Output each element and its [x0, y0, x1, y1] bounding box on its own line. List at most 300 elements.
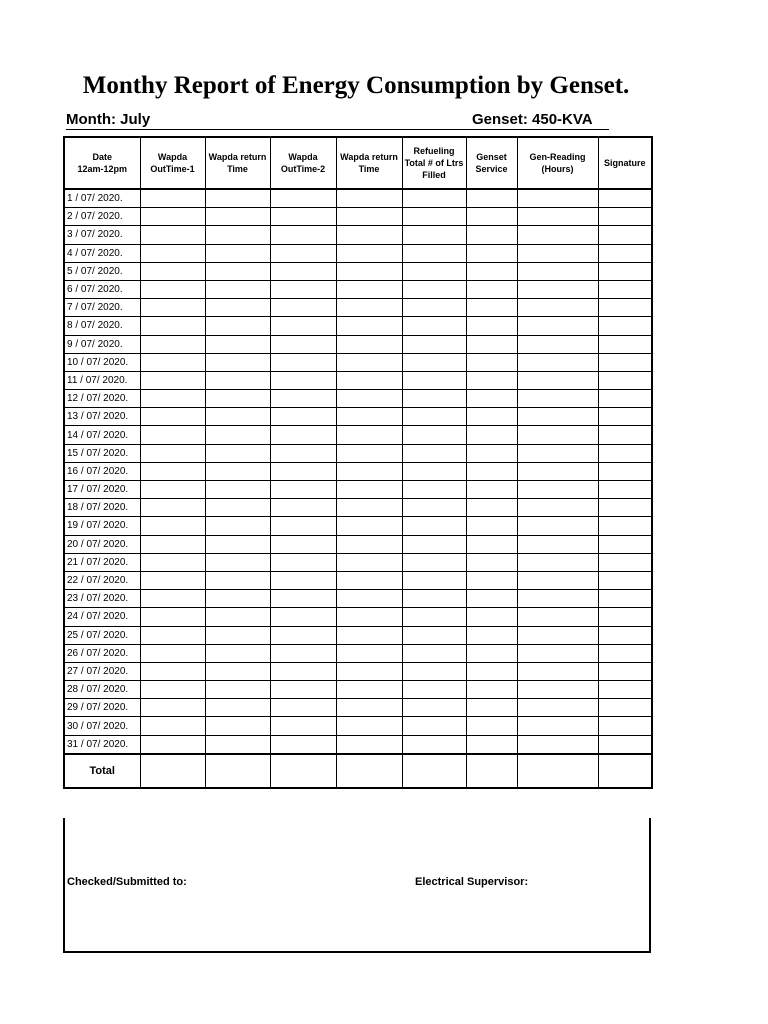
entry-cell[interactable]: [336, 553, 402, 571]
entry-cell[interactable]: [466, 390, 517, 408]
entry-cell[interactable]: [270, 699, 336, 717]
entry-cell[interactable]: [517, 553, 598, 571]
entry-cell[interactable]: [598, 262, 652, 280]
entry-cell[interactable]: [466, 462, 517, 480]
entry-cell[interactable]: [598, 208, 652, 226]
date-cell: 6 / 07/ 2020.: [64, 280, 140, 298]
entry-cell[interactable]: [140, 244, 205, 262]
entry-cell[interactable]: [336, 644, 402, 662]
entry-cell[interactable]: [517, 426, 598, 444]
entry-cell[interactable]: [336, 335, 402, 353]
entry-cell[interactable]: [517, 262, 598, 280]
entry-cell[interactable]: [517, 662, 598, 680]
total-cell[interactable]: [402, 754, 466, 788]
entry-cell[interactable]: [270, 517, 336, 535]
entry-cell[interactable]: [140, 735, 205, 754]
entry-cell[interactable]: [205, 571, 270, 589]
entry-cell[interactable]: [140, 335, 205, 353]
date-cell: 11 / 07/ 2020.: [64, 371, 140, 389]
entry-cell[interactable]: [402, 644, 466, 662]
entry-cell[interactable]: [205, 335, 270, 353]
entry-cell[interactable]: [598, 608, 652, 626]
col-header-wapda-outtime-1: Wapda OutTime-1: [140, 137, 205, 189]
entry-cell[interactable]: [517, 226, 598, 244]
entry-cell[interactable]: [517, 571, 598, 589]
entry-cell[interactable]: [140, 299, 205, 317]
entry-cell[interactable]: [205, 681, 270, 699]
entry-cell[interactable]: [140, 371, 205, 389]
entry-cell[interactable]: [140, 390, 205, 408]
entry-cell[interactable]: [517, 462, 598, 480]
entry-cell[interactable]: [598, 317, 652, 335]
entry-cell[interactable]: [598, 189, 652, 208]
entry-cell[interactable]: [517, 317, 598, 335]
entry-cell[interactable]: [466, 626, 517, 644]
entry-cell[interactable]: [466, 226, 517, 244]
total-cell[interactable]: [270, 754, 336, 788]
entry-cell[interactable]: [466, 299, 517, 317]
entry-cell[interactable]: [205, 462, 270, 480]
date-cell: 22 / 07/ 2020.: [64, 571, 140, 589]
genset-label: Genset: 450-KVA: [472, 111, 593, 128]
entry-cell[interactable]: [598, 735, 652, 754]
date-cell: 31 / 07/ 2020.: [64, 735, 140, 754]
entry-cell[interactable]: [466, 353, 517, 371]
entry-cell[interactable]: [466, 444, 517, 462]
entry-cell[interactable]: [205, 408, 270, 426]
date-cell: 1 / 07/ 2020.: [64, 189, 140, 208]
entry-cell[interactable]: [336, 699, 402, 717]
entry-cell[interactable]: [270, 280, 336, 298]
entry-cell[interactable]: [140, 408, 205, 426]
entry-cell[interactable]: [466, 244, 517, 262]
date-cell: 20 / 07/ 2020.: [64, 535, 140, 553]
date-cell: 17 / 07/ 2020.: [64, 481, 140, 499]
entry-cell[interactable]: [402, 462, 466, 480]
table-row: [64, 626, 652, 644]
entry-cell[interactable]: [140, 626, 205, 644]
entry-cell[interactable]: [466, 590, 517, 608]
entry-cell[interactable]: [517, 608, 598, 626]
table-row: [64, 299, 652, 317]
entry-cell[interactable]: [517, 517, 598, 535]
entry-cell[interactable]: [205, 481, 270, 499]
entry-cell[interactable]: [270, 481, 336, 499]
entry-cell[interactable]: [140, 280, 205, 298]
entry-cell[interactable]: [402, 571, 466, 589]
entry-cell[interactable]: [517, 244, 598, 262]
entry-cell[interactable]: [270, 717, 336, 735]
entry-cell[interactable]: [205, 626, 270, 644]
date-cell: 26 / 07/ 2020.: [64, 644, 140, 662]
entry-cell[interactable]: [140, 317, 205, 335]
entry-cell[interactable]: [270, 189, 336, 208]
entry-cell[interactable]: [336, 662, 402, 680]
entry-cell[interactable]: [402, 481, 466, 499]
entry-cell[interactable]: [336, 408, 402, 426]
entry-cell[interactable]: [466, 408, 517, 426]
entry-cell[interactable]: [140, 571, 205, 589]
entry-cell[interactable]: [205, 699, 270, 717]
entry-cell[interactable]: [598, 681, 652, 699]
entry-cell[interactable]: [598, 553, 652, 571]
entry-cell[interactable]: [205, 189, 270, 208]
entry-cell[interactable]: [205, 226, 270, 244]
entry-cell[interactable]: [336, 244, 402, 262]
entry-cell[interactable]: [140, 644, 205, 662]
entry-cell[interactable]: [205, 608, 270, 626]
entry-cell[interactable]: [140, 262, 205, 280]
entry-cell[interactable]: [140, 444, 205, 462]
entry-cell[interactable]: [517, 626, 598, 644]
entry-cell[interactable]: [336, 681, 402, 699]
entry-cell[interactable]: [402, 226, 466, 244]
entry-cell[interactable]: [140, 426, 205, 444]
entry-cell[interactable]: [140, 553, 205, 571]
entry-cell[interactable]: [336, 481, 402, 499]
month-label: Month: July: [66, 111, 151, 128]
entry-cell[interactable]: [336, 189, 402, 208]
entry-cell[interactable]: [598, 444, 652, 462]
entry-cell[interactable]: [598, 390, 652, 408]
entry-cell[interactable]: [140, 717, 205, 735]
entry-cell[interactable]: [270, 371, 336, 389]
entry-cell[interactable]: [205, 262, 270, 280]
entry-cell[interactable]: [466, 280, 517, 298]
table-row: [64, 535, 652, 553]
entry-cell[interactable]: [598, 699, 652, 717]
entry-cell[interactable]: [598, 226, 652, 244]
entry-cell[interactable]: [336, 462, 402, 480]
entry-cell[interactable]: [336, 226, 402, 244]
entry-cell[interactable]: [402, 335, 466, 353]
entry-cell[interactable]: [336, 499, 402, 517]
entry-cell[interactable]: [205, 371, 270, 389]
date-cell: 29 / 07/ 2020.: [64, 699, 140, 717]
entry-cell[interactable]: [402, 626, 466, 644]
entry-cell[interactable]: [402, 662, 466, 680]
entry-cell[interactable]: [598, 244, 652, 262]
entry-cell[interactable]: [517, 208, 598, 226]
col-header-date: Date 12am-12pm: [64, 137, 140, 189]
entry-cell[interactable]: [270, 335, 336, 353]
entry-cell[interactable]: [466, 371, 517, 389]
entry-cell[interactable]: [270, 408, 336, 426]
entry-cell[interactable]: [402, 353, 466, 371]
entry-cell[interactable]: [466, 426, 517, 444]
entry-cell[interactable]: [466, 571, 517, 589]
entry-cell[interactable]: [270, 681, 336, 699]
entry-cell[interactable]: [205, 517, 270, 535]
entry-cell[interactable]: [205, 426, 270, 444]
total-cell[interactable]: [598, 754, 652, 788]
entry-cell[interactable]: [336, 535, 402, 553]
entry-cell[interactable]: [598, 717, 652, 735]
entry-cell[interactable]: [270, 262, 336, 280]
total-cell[interactable]: [336, 754, 402, 788]
date-cell: 9 / 07/ 2020.: [64, 335, 140, 353]
entry-cell[interactable]: [466, 662, 517, 680]
entry-cell[interactable]: [336, 280, 402, 298]
entry-cell[interactable]: [402, 280, 466, 298]
entry-cell[interactable]: [402, 717, 466, 735]
total-cell[interactable]: [517, 754, 598, 788]
table-row: [64, 353, 652, 371]
entry-cell[interactable]: [402, 535, 466, 553]
date-cell: 25 / 07/ 2020.: [64, 626, 140, 644]
entry-cell[interactable]: [517, 353, 598, 371]
entry-cell[interactable]: [517, 590, 598, 608]
entry-cell[interactable]: [140, 662, 205, 680]
entry-cell[interactable]: [205, 590, 270, 608]
entry-cell[interactable]: [402, 426, 466, 444]
entry-cell[interactable]: [270, 208, 336, 226]
entry-cell[interactable]: [140, 499, 205, 517]
entry-cell[interactable]: [517, 717, 598, 735]
entry-cell[interactable]: [402, 517, 466, 535]
entry-cell[interactable]: [402, 317, 466, 335]
report-title: Monthy Report of Energy Consumption by Genset.: [82, 72, 630, 99]
table-row: [64, 662, 652, 680]
entry-cell[interactable]: [205, 717, 270, 735]
entry-cell[interactable]: [140, 226, 205, 244]
entry-cell[interactable]: [598, 517, 652, 535]
entry-cell[interactable]: [336, 208, 402, 226]
entry-cell[interactable]: [466, 535, 517, 553]
entry-cell[interactable]: [270, 608, 336, 626]
entry-cell[interactable]: [517, 444, 598, 462]
entry-cell[interactable]: [402, 371, 466, 389]
entry-cell[interactable]: [598, 644, 652, 662]
entry-cell[interactable]: [517, 335, 598, 353]
entry-cell[interactable]: [140, 517, 205, 535]
entry-cell[interactable]: [336, 517, 402, 535]
entry-cell[interactable]: [402, 208, 466, 226]
entry-cell[interactable]: [205, 553, 270, 571]
table-row: [64, 408, 652, 426]
entry-cell[interactable]: [205, 390, 270, 408]
entry-cell[interactable]: [205, 662, 270, 680]
table-row: [64, 426, 652, 444]
date-cell: 4 / 07/ 2020.: [64, 244, 140, 262]
entry-cell[interactable]: [270, 499, 336, 517]
entry-cell[interactable]: [270, 590, 336, 608]
entry-cell[interactable]: [270, 535, 336, 553]
entry-cell[interactable]: [517, 280, 598, 298]
entry-cell[interactable]: [205, 317, 270, 335]
entry-cell[interactable]: [466, 717, 517, 735]
entry-cell[interactable]: [402, 244, 466, 262]
entry-cell[interactable]: [270, 426, 336, 444]
entry-cell[interactable]: [336, 444, 402, 462]
entry-cell[interactable]: [598, 499, 652, 517]
entry-cell[interactable]: [336, 590, 402, 608]
total-cell[interactable]: [140, 754, 205, 788]
entry-cell[interactable]: [336, 571, 402, 589]
date-cell: 16 / 07/ 2020.: [64, 462, 140, 480]
entry-cell[interactable]: [598, 481, 652, 499]
entry-cell[interactable]: [205, 280, 270, 298]
table-row: [64, 608, 652, 626]
entry-cell[interactable]: [336, 299, 402, 317]
entry-cell[interactable]: [205, 244, 270, 262]
entry-cell[interactable]: [270, 244, 336, 262]
entry-cell[interactable]: [517, 499, 598, 517]
table-row: [64, 208, 652, 226]
entry-cell[interactable]: [402, 735, 466, 754]
entry-cell[interactable]: [336, 626, 402, 644]
entry-cell[interactable]: [517, 481, 598, 499]
entry-cell[interactable]: [517, 408, 598, 426]
entry-cell[interactable]: [402, 681, 466, 699]
entry-cell[interactable]: [336, 353, 402, 371]
date-cell: 10 / 07/ 2020.: [64, 353, 140, 371]
entry-cell[interactable]: [205, 353, 270, 371]
entry-cell[interactable]: [402, 299, 466, 317]
entry-cell[interactable]: [270, 662, 336, 680]
entry-cell[interactable]: [402, 499, 466, 517]
entry-cell[interactable]: [270, 226, 336, 244]
table-row: [64, 681, 652, 699]
entry-cell[interactable]: [466, 262, 517, 280]
entry-cell[interactable]: [140, 590, 205, 608]
entry-cell[interactable]: [270, 444, 336, 462]
entry-cell[interactable]: [336, 262, 402, 280]
entry-cell[interactable]: [598, 353, 652, 371]
entry-cell[interactable]: [270, 353, 336, 371]
col-header-wapda-outtime-2: Wapda OutTime-2: [270, 137, 336, 189]
entry-cell[interactable]: [336, 390, 402, 408]
entry-cell[interactable]: [598, 662, 652, 680]
entry-cell[interactable]: [270, 317, 336, 335]
entry-cell[interactable]: [402, 699, 466, 717]
date-cell: 18 / 07/ 2020.: [64, 499, 140, 517]
table-row: [64, 280, 652, 298]
entry-cell[interactable]: [517, 699, 598, 717]
table-row: [64, 390, 652, 408]
entry-cell[interactable]: [598, 571, 652, 589]
entry-cell[interactable]: [336, 735, 402, 754]
entry-cell[interactable]: [598, 371, 652, 389]
entry-cell[interactable]: [598, 280, 652, 298]
entry-cell[interactable]: [598, 335, 652, 353]
date-cell: 3 / 07/ 2020.: [64, 226, 140, 244]
entry-cell[interactable]: [140, 608, 205, 626]
entry-cell[interactable]: [140, 535, 205, 553]
entry-cell[interactable]: [517, 299, 598, 317]
date-cell: 7 / 07/ 2020.: [64, 299, 140, 317]
table-body: [64, 189, 652, 754]
entry-cell[interactable]: [466, 681, 517, 699]
entry-cell[interactable]: [517, 644, 598, 662]
entry-cell[interactable]: [598, 462, 652, 480]
entry-cell[interactable]: [402, 553, 466, 571]
entry-cell[interactable]: [517, 535, 598, 553]
entry-cell[interactable]: [466, 317, 517, 335]
entry-cell[interactable]: [598, 299, 652, 317]
entry-cell[interactable]: [402, 189, 466, 208]
entry-cell[interactable]: [270, 571, 336, 589]
entry-cell[interactable]: [598, 590, 652, 608]
entry-cell[interactable]: [140, 353, 205, 371]
consumption-table: [63, 136, 653, 789]
entry-cell[interactable]: [517, 371, 598, 389]
entry-cell[interactable]: [205, 535, 270, 553]
entry-cell[interactable]: [466, 608, 517, 626]
table-header-row: [64, 137, 652, 189]
entry-cell[interactable]: [270, 626, 336, 644]
entry-cell[interactable]: [517, 189, 598, 208]
total-cell[interactable]: [205, 754, 270, 788]
entry-cell[interactable]: [270, 553, 336, 571]
date-cell: 27 / 07/ 2020.: [64, 662, 140, 680]
entry-cell[interactable]: [205, 444, 270, 462]
entry-cell[interactable]: [336, 371, 402, 389]
entry-cell[interactable]: [205, 735, 270, 754]
table-row: [64, 517, 652, 535]
entry-cell[interactable]: [598, 626, 652, 644]
date-cell: 14 / 07/ 2020.: [64, 426, 140, 444]
entry-cell[interactable]: [140, 681, 205, 699]
table-row: [64, 462, 652, 480]
entry-cell[interactable]: [336, 426, 402, 444]
entry-cell[interactable]: [517, 390, 598, 408]
entry-cell[interactable]: [140, 189, 205, 208]
entry-cell[interactable]: [140, 462, 205, 480]
entry-cell[interactable]: [205, 208, 270, 226]
entry-cell[interactable]: [140, 208, 205, 226]
entry-cell[interactable]: [140, 699, 205, 717]
entry-cell[interactable]: [598, 535, 652, 553]
table-row: [64, 717, 652, 735]
entry-cell[interactable]: [205, 499, 270, 517]
entry-cell[interactable]: [466, 481, 517, 499]
entry-cell[interactable]: [336, 608, 402, 626]
entry-cell[interactable]: [466, 189, 517, 208]
entry-cell[interactable]: [270, 644, 336, 662]
entry-cell[interactable]: [598, 426, 652, 444]
entry-cell[interactable]: [336, 717, 402, 735]
date-cell: 30 / 07/ 2020.: [64, 717, 140, 735]
entry-cell[interactable]: [270, 299, 336, 317]
entry-cell[interactable]: [466, 499, 517, 517]
entry-cell[interactable]: [270, 390, 336, 408]
entry-cell[interactable]: [336, 317, 402, 335]
entry-cell[interactable]: [270, 735, 336, 754]
entry-cell[interactable]: [466, 644, 517, 662]
entry-cell[interactable]: [402, 262, 466, 280]
entry-cell[interactable]: [466, 335, 517, 353]
entry-cell[interactable]: [517, 681, 598, 699]
total-cell[interactable]: [466, 754, 517, 788]
entry-cell[interactable]: [466, 517, 517, 535]
entry-cell[interactable]: [598, 408, 652, 426]
entry-cell[interactable]: [466, 735, 517, 754]
entry-cell[interactable]: [402, 590, 466, 608]
entry-cell[interactable]: [466, 553, 517, 571]
entry-cell[interactable]: [402, 444, 466, 462]
entry-cell[interactable]: [402, 390, 466, 408]
entry-cell[interactable]: [205, 644, 270, 662]
entry-cell[interactable]: [402, 408, 466, 426]
entry-cell[interactable]: [466, 208, 517, 226]
entry-cell[interactable]: [402, 608, 466, 626]
entry-cell[interactable]: [140, 481, 205, 499]
entry-cell[interactable]: [205, 299, 270, 317]
entry-cell[interactable]: [466, 699, 517, 717]
entry-cell[interactable]: [270, 462, 336, 480]
entry-cell[interactable]: [517, 735, 598, 754]
